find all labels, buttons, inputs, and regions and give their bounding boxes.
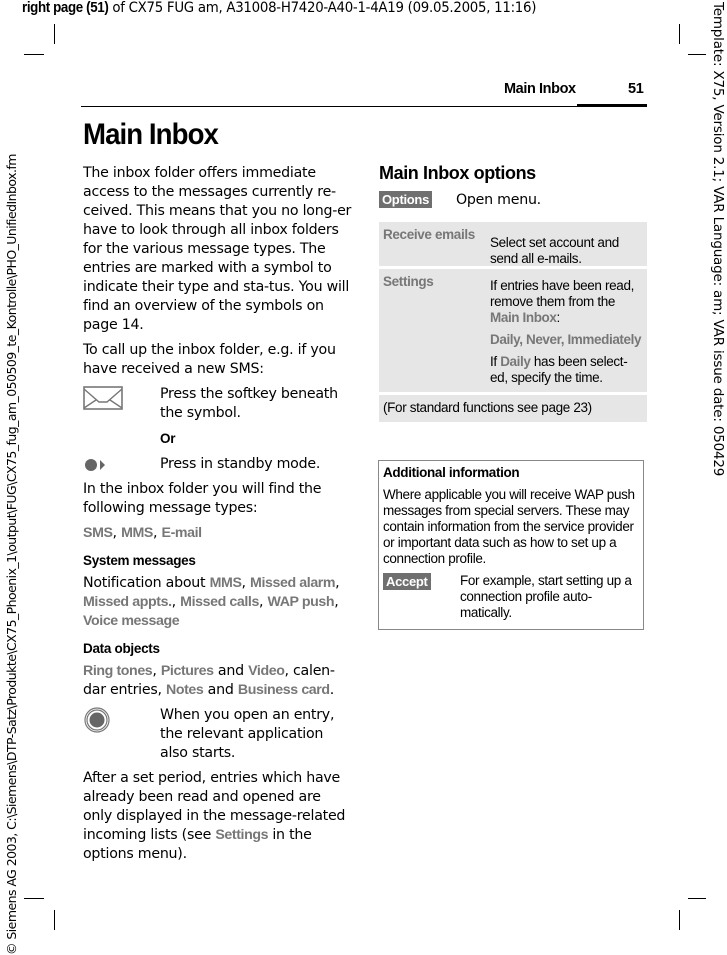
center-key-icon — [83, 706, 111, 740]
envelope-icon — [83, 385, 123, 417]
settings-choices: Daily, Never, Immediately — [490, 332, 642, 347]
crop-mark — [24, 898, 44, 899]
data-objects-heading: Data objects — [83, 641, 160, 656]
data-objects-list: Ring tones, Pictures and Video, calen-dar entries, Notes and Business card. — [83, 663, 335, 698]
print-header — [22, 0, 536, 16]
accept-softkey: Accept — [383, 573, 431, 590]
crop-mark — [54, 24, 55, 44]
option-row-settings: Settings If entries have been read, remove them from the Main Inbox: Daily, Never, Immediately If Daily has been select-ed, specify the time. — [379, 269, 647, 392]
copyright-path: © Siemens AG 2003, C:\Siemens\DTP-Satz\Produkte\CX75_Phoenix_1\output\FUG\CX75_fug_am_050509_te_Kontrolle\PHO_UnifiedInbox.fm — [4, 154, 19, 955]
info-text: Where applicable you will receive WAP push messages from special servers. These may contain information from the service provider or important data such as how to set up a connection profile. — [383, 487, 635, 566]
message-types: SMS, MMS, E-mail — [83, 525, 202, 541]
info-title: Additional information — [383, 465, 520, 480]
after-period-paragraph: After a set period, entries which have already been read and opened are only displayed in the message-related incoming lists (see Settings in the options menu). — [83, 770, 346, 862]
print-header-page: right page (51) — [22, 0, 109, 16]
left-column — [83, 164, 353, 870]
options-softkey-row: Options Open menu. — [379, 191, 647, 211]
print-header-doc: of CX75 FUG am, A31008-H7420-A40-1-4A19 (09.05.2005, 11:16) — [108, 0, 537, 16]
crop-mark — [688, 898, 706, 899]
header-rule-accent — [577, 104, 647, 107]
intro-paragraph: The inbox folder offers immediate access to the messages currently re-ceived. This means that you no long-er have to look through all inbox folders for the various message types. The entries are marked with a symbol to indicate their type and sta-tus. You will find an overview of the symbols on page 14. — [83, 165, 352, 333]
system-messages-heading: System messages — [83, 553, 196, 568]
right-column — [379, 164, 647, 211]
call-up-paragraph: To call up the inbox folder, e.g. if you have received a new SMS: — [83, 342, 336, 377]
crop-mark — [688, 54, 706, 55]
system-messages-list: Notification about MMS, Missed alarm, Missed appts., Missed calls, WAP push, Voice message — [83, 575, 340, 629]
additional-info-box — [378, 460, 644, 630]
running-header-title: Main Inbox — [504, 81, 576, 97]
step-navkey: Press in standby mode. — [83, 455, 353, 474]
crop-mark — [54, 910, 55, 930]
crop-mark — [24, 54, 44, 55]
running-header-page: 51 — [628, 81, 644, 97]
accept-softkey-row: Accept For example, start setting up a connection profile auto-matically. — [383, 573, 639, 621]
standard-functions-row: (For standard functions see page 23) — [379, 395, 647, 422]
types-intro: In the inbox folder you will find the following message types: — [83, 481, 322, 516]
crop-mark — [679, 24, 680, 44]
options-heading: Main Inbox options — [379, 163, 536, 183]
open-entry-note: When you open an entry, the relevant application also starts. — [83, 706, 353, 763]
options-softkey: Options — [379, 191, 432, 208]
step-softkey: Press the softkey beneath the symbol. — [83, 385, 353, 423]
header-rule — [81, 106, 647, 107]
crop-mark — [679, 910, 680, 930]
navigation-key-right-icon — [83, 455, 111, 479]
page-title: Main Inbox — [83, 118, 218, 151]
option-row-receive-emails: Receive emails Select set account and send all e-mails. — [379, 222, 647, 266]
template-info: Template: X75, Version 2.1; VAR Language: am; VAR issue date: 050429 — [710, 2, 726, 477]
options-table — [379, 222, 647, 425]
or-label: Or — [160, 431, 176, 446]
